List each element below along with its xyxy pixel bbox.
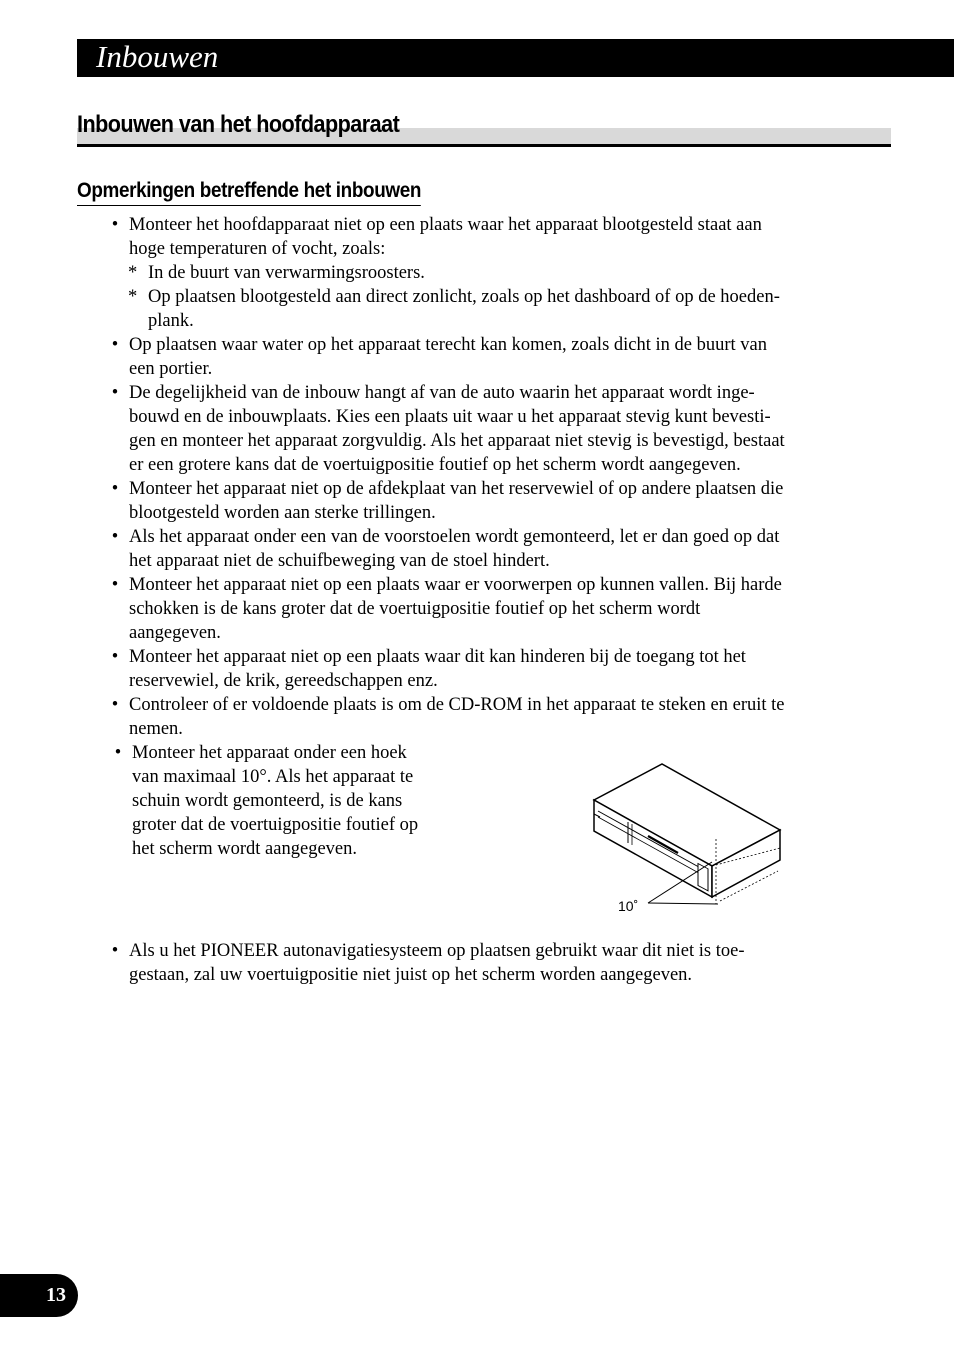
figure-bullet-text [132,741,462,861]
bullet-item [108,477,868,525]
text-line: hoge temperaturen of vocht, zoals: [129,239,386,259]
bullet-dot: • [114,743,122,763]
text-line: De degelijkheid van de inbouw hangt af van de auto waarin het apparaat wordt inge- [129,383,755,403]
text-line: Monteer het apparaat niet op een plaats waar dit kan hinderen bij de toegang tot het [129,647,746,667]
text-line: aangegeven. [129,623,221,643]
bullet-dot: • [111,575,119,595]
bullet-text [129,381,868,477]
bullet-text [129,525,868,573]
bullet-dot: • [111,335,119,355]
text-line: plank. [148,311,194,331]
chapter-title: Inbouwen [96,39,219,74]
figure-row [108,741,868,921]
text-line: groter dat de voertuigpositie foutief op [132,815,419,835]
text-line: het apparaat niet de schuifbeweging van de stoel hindert. [129,551,550,571]
chapter-header [77,39,954,77]
bullet-text [129,213,868,261]
bullet-dot: • [111,941,119,961]
bullet-item [108,693,868,741]
text-line: gestaan, zal uw voertuigpositie niet juist op het scherm worden aangegeven. [129,965,693,985]
bullet-text [129,939,868,987]
text-line: Monteer het hoofdapparaat niet op een plaats waar het apparaat blootgesteld staat aan [129,215,762,235]
text-line: van maximaal 10°. Als het apparaat te [132,767,414,787]
figure-bullet [111,741,462,861]
bullet-item [108,381,868,477]
text-line: Als u het PIONEER autonavigatiesysteem op plaatsen gebruikt waar dit niet is toe- [129,941,745,961]
bullet-text [129,645,868,693]
section-heading [77,110,891,147]
text-line: reservewiel, de krik, gereedschappen enz. [129,671,438,691]
sub-item-text [148,261,868,285]
bullet-text [129,333,868,381]
text-line: Controleer of er voldoende plaats is om de CD-ROM in het apparaat te steken en eruit te [129,695,785,715]
text-line: er een grotere kans dat de voertuigpositie foutief op het scherm wordt aangegeven. [129,455,741,475]
bullet-dot: • [111,215,119,235]
sub-item-marker: * [128,287,138,307]
bullet-item [108,939,868,987]
bullet-dot: • [111,695,119,715]
text-line: Monteer het apparaat niet op een plaats waar er voorwerpen op kunnen vallen. Bij harde [129,575,782,595]
text-line: een portier. [129,359,213,379]
bullet-text [129,573,868,645]
last-bullet [108,939,868,987]
sub-item-text [148,285,868,333]
text-line: schuin wordt gemonteerd, is de kans [132,791,403,811]
subsection-title: Opmerkingen betreffende het inbouwen [77,179,421,206]
section-heading-rule [77,144,891,147]
bullet-list [108,213,868,741]
text-line: het scherm wordt aangegeven. [132,839,357,859]
navigation-unit-illustration [588,759,798,919]
text-line: bouwd en de inbouwplaats. Kies een plaats uit waar u het apparaat stevig kunt bevesti- [129,407,771,427]
bullet-text [129,693,868,741]
bullet-dot: • [111,383,119,403]
angle-label: 10˚ [618,898,639,914]
bullet-item [108,525,868,573]
page-number-tab [0,1274,78,1317]
text-line: nemen. [129,719,183,739]
text-line: Monteer het apparaat onder een hoek [132,743,407,763]
bullet-dot: • [111,479,119,499]
bullet-dot: • [111,647,119,667]
bullet-dot: • [111,527,119,547]
text-line: Op plaatsen blootgesteld aan direct zonlicht, zoals op het dashboard of op de hoeden- [148,287,780,307]
text-line: Monteer het apparaat niet op de afdekplaat van het reservewiel of op andere plaatsen die [129,479,784,499]
text-line: Op plaatsen waar water op het apparaat terecht kan komen, zoals dicht in de buurt van [129,335,767,355]
bullet-item [108,573,868,645]
page-number: 13 [46,1284,66,1306]
mounting-angle-figure [588,759,798,919]
sub-item-marker: * [128,263,138,283]
text-line: In de buurt van verwarmingsroosters. [148,263,425,283]
bullet-text [129,477,868,525]
sub-item [108,261,868,285]
text-line: schokken is de kans groter dat de voertuigpositie foutief op het scherm wordt [129,599,701,619]
bullet-item [108,645,868,693]
text-line: blootgesteld worden aan sterke trillingen. [129,503,436,523]
sub-item [108,285,868,333]
section-title: Inbouwen van het hoofdapparaat [77,111,400,138]
bullet-item [108,333,868,381]
text-line: gen en monteer het apparaat zorgvuldig. Als het apparaat niet stevig is bevestigd, bestaat [129,431,785,451]
text-line: Als het apparaat onder een van de voorstoelen wordt gemonteerd, let er dan goed op dat [129,527,780,547]
bullet-item [108,213,868,261]
